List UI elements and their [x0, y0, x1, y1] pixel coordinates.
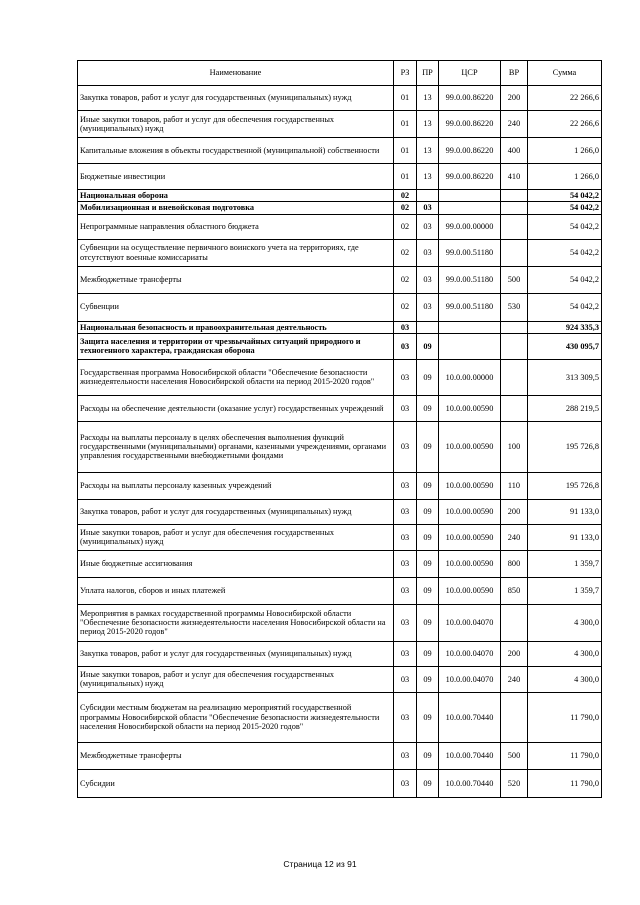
row-name: Иные закупки товаров, работ и услуг для обеспечения государственных (муниципальных) нужд — [78, 524, 394, 550]
row-csr: 99.0.00.00000 — [439, 214, 501, 239]
row-vr: 240 — [501, 111, 528, 138]
row-name: Иные закупки товаров, работ и услуг для обеспечения государственных (муниципальных) нужд — [78, 666, 394, 692]
table-row — [78, 266, 602, 293]
section-row — [78, 333, 602, 359]
row-name: Закупка товаров, работ и услуг для государственных (муниципальных) нужд — [78, 641, 394, 666]
row-vr — [501, 692, 528, 742]
row-sum: 54 042,2 — [528, 239, 602, 266]
row-csr: 10.0.00.00590 — [439, 524, 501, 550]
row-csr: 10.0.00.00590 — [439, 577, 501, 604]
row-csr: 10.0.00.04070 — [439, 666, 501, 692]
row-pr: 09 — [417, 395, 439, 421]
row-vr: 240 — [501, 524, 528, 550]
table-row — [78, 239, 602, 266]
row-name: Иные закупки товаров, работ и услуг для обеспечения государственных (муниципальных) нужд — [78, 111, 394, 138]
header-pr: ПР — [417, 61, 439, 86]
row-rz: 03 — [394, 666, 417, 692]
table-row — [78, 472, 602, 499]
row-vr: 200 — [501, 499, 528, 524]
table-row — [78, 769, 602, 797]
row-csr: 99.0.00.86220 — [439, 111, 501, 138]
row-csr: 99.0.00.51180 — [439, 239, 501, 266]
table-row — [78, 692, 602, 742]
row-rz: 03 — [394, 604, 417, 641]
row-vr — [501, 321, 528, 333]
row-csr: 99.0.00.86220 — [439, 164, 501, 190]
row-vr: 400 — [501, 138, 528, 164]
table-row — [78, 214, 602, 239]
row-rz: 01 — [394, 164, 417, 190]
row-name: Субсидии местным бюджетам на реализацию мероприятий государственной программы Новосибирской области "Обеспечение безопасности жизнедеятельности населения Новосибирской области на период 2015-2020 годов" — [78, 692, 394, 742]
row-rz: 01 — [394, 111, 417, 138]
row-name: Субсидии — [78, 769, 394, 797]
row-name: Расходы на выплаты персоналу казенных учреждений — [78, 472, 394, 499]
row-sum: 91 133,0 — [528, 499, 602, 524]
row-name: Национальная оборона — [78, 190, 394, 202]
row-rz: 03 — [394, 742, 417, 769]
row-name: Бюджетные инвестиции — [78, 164, 394, 190]
header-rz: РЗ — [394, 61, 417, 86]
row-rz: 03 — [394, 550, 417, 577]
row-vr — [501, 190, 528, 202]
row-sum: 430 095,7 — [528, 333, 602, 359]
row-rz: 02 — [394, 202, 417, 214]
row-rz: 03 — [394, 524, 417, 550]
table-row — [78, 138, 602, 164]
row-sum: 11 790,0 — [528, 769, 602, 797]
row-csr — [439, 321, 501, 333]
row-csr: 99.0.00.51180 — [439, 293, 501, 321]
table-header-row — [78, 61, 602, 86]
row-sum: 54 042,2 — [528, 266, 602, 293]
row-vr: 100 — [501, 421, 528, 472]
row-vr — [501, 395, 528, 421]
row-pr: 09 — [417, 692, 439, 742]
row-pr: 09 — [417, 769, 439, 797]
row-pr: 09 — [417, 333, 439, 359]
row-sum: 288 219,5 — [528, 395, 602, 421]
row-vr — [501, 214, 528, 239]
table-row — [78, 86, 602, 111]
row-sum: 195 726,8 — [528, 472, 602, 499]
row-rz: 03 — [394, 421, 417, 472]
row-rz: 03 — [394, 333, 417, 359]
row-name: Закупка товаров, работ и услуг для государственных (муниципальных) нужд — [78, 86, 394, 111]
row-vr — [501, 604, 528, 641]
row-rz: 01 — [394, 86, 417, 111]
row-name: Государственная программа Новосибирской области "Обеспечение безопасности жизнедеятельности населения Новосибирской области на период 2015-2020 годов" — [78, 359, 394, 395]
row-csr: 10.0.00.04070 — [439, 641, 501, 666]
row-rz: 02 — [394, 190, 417, 202]
row-vr — [501, 333, 528, 359]
row-vr: 520 — [501, 769, 528, 797]
table-row — [78, 111, 602, 138]
row-vr — [501, 239, 528, 266]
row-vr — [501, 359, 528, 395]
row-name: Межбюджетные трансферты — [78, 266, 394, 293]
row-name: Мобилизационная и вневойсковая подготовка — [78, 202, 394, 214]
row-sum: 1 266,0 — [528, 138, 602, 164]
row-csr: 10.0.00.00590 — [439, 421, 501, 472]
row-sum: 54 042,2 — [528, 293, 602, 321]
table-row — [78, 641, 602, 666]
row-vr: 530 — [501, 293, 528, 321]
row-csr: 99.0.00.86220 — [439, 86, 501, 111]
row-name: Субвенции — [78, 293, 394, 321]
row-sum: 54 042,2 — [528, 190, 602, 202]
table-row — [78, 742, 602, 769]
row-pr: 03 — [417, 266, 439, 293]
row-name: Непрограммные направления областного бюджета — [78, 214, 394, 239]
table-row — [78, 577, 602, 604]
row-vr: 200 — [501, 641, 528, 666]
row-sum: 1 359,7 — [528, 577, 602, 604]
row-name: Национальная безопасность и правоохранительная деятельность — [78, 321, 394, 333]
row-csr: 99.0.00.51180 — [439, 266, 501, 293]
row-sum: 91 133,0 — [528, 524, 602, 550]
row-sum: 924 335,3 — [528, 321, 602, 333]
row-pr: 09 — [417, 550, 439, 577]
table-row — [78, 164, 602, 190]
row-vr: 850 — [501, 577, 528, 604]
row-name: Субвенции на осуществление первичного воинского учета на территориях, где отсутствуют военные комиссариаты — [78, 239, 394, 266]
row-csr: 10.0.00.00590 — [439, 472, 501, 499]
row-name: Межбюджетные трансферты — [78, 742, 394, 769]
row-rz: 03 — [394, 395, 417, 421]
row-rz: 02 — [394, 266, 417, 293]
row-vr: 500 — [501, 266, 528, 293]
section-row — [78, 321, 602, 333]
row-csr: 99.0.00.86220 — [439, 138, 501, 164]
row-pr — [417, 190, 439, 202]
table-row — [78, 550, 602, 577]
row-sum: 54 042,2 — [528, 202, 602, 214]
row-csr: 10.0.00.00590 — [439, 550, 501, 577]
row-sum: 1 266,0 — [528, 164, 602, 190]
row-csr: 10.0.00.70440 — [439, 742, 501, 769]
row-pr: 09 — [417, 421, 439, 472]
page-number: Страница 12 из 91 — [283, 859, 357, 869]
row-pr: 09 — [417, 742, 439, 769]
row-pr: 13 — [417, 164, 439, 190]
row-rz: 03 — [394, 499, 417, 524]
row-csr: 10.0.00.00590 — [439, 499, 501, 524]
table-row — [78, 293, 602, 321]
row-vr: 500 — [501, 742, 528, 769]
row-pr: 03 — [417, 214, 439, 239]
table-row — [78, 666, 602, 692]
row-name: Иные бюджетные ассигнования — [78, 550, 394, 577]
row-sum: 54 042,2 — [528, 214, 602, 239]
row-name: Защита населения и территории от чрезвычайных ситуаций природного и техногенного характера, гражданская оборона — [78, 333, 394, 359]
row-name: Расходы на выплаты персоналу в целях обеспечения выполнения функций государственными (муниципальными) органами, казенными учреждениями, органами управления государственными внебюджетными фондами — [78, 421, 394, 472]
row-name: Закупка товаров, работ и услуг для государственных (муниципальных) нужд — [78, 499, 394, 524]
row-rz: 02 — [394, 239, 417, 266]
row-pr: 13 — [417, 86, 439, 111]
header-name: Наименование — [78, 61, 394, 86]
budget-table — [77, 60, 602, 798]
row-pr: 13 — [417, 111, 439, 138]
row-pr: 09 — [417, 524, 439, 550]
row-sum: 4 300,0 — [528, 641, 602, 666]
row-vr — [501, 202, 528, 214]
row-rz: 01 — [394, 138, 417, 164]
table-row — [78, 395, 602, 421]
row-rz: 03 — [394, 472, 417, 499]
row-vr: 410 — [501, 164, 528, 190]
row-sum: 4 300,0 — [528, 604, 602, 641]
row-name: Капитальные вложения в объекты государственной (муниципальной) собственности — [78, 138, 394, 164]
section-row — [78, 202, 602, 214]
row-pr: 03 — [417, 293, 439, 321]
table-row — [78, 499, 602, 524]
row-rz: 03 — [394, 577, 417, 604]
row-rz: 02 — [394, 293, 417, 321]
header-vr: ВР — [501, 61, 528, 86]
row-sum: 195 726,8 — [528, 421, 602, 472]
row-vr: 240 — [501, 666, 528, 692]
row-vr: 800 — [501, 550, 528, 577]
row-name: Мероприятия в рамках государственной программы Новосибирской области "Обеспечение безопасности жизнедеятельности населения Новосибирской области на период 2015-2020 годов" — [78, 604, 394, 641]
row-rz: 03 — [394, 769, 417, 797]
row-sum: 22 266,6 — [528, 111, 602, 138]
table-row — [78, 359, 602, 395]
row-rz: 03 — [394, 359, 417, 395]
row-pr: 09 — [417, 641, 439, 666]
row-name: Уплата налогов, сборов и иных платежей — [78, 577, 394, 604]
header-sum: Сумма — [528, 61, 602, 86]
row-rz: 02 — [394, 214, 417, 239]
row-csr: 10.0.00.04070 — [439, 604, 501, 641]
row-csr: 10.0.00.00000 — [439, 359, 501, 395]
row-sum: 11 790,0 — [528, 742, 602, 769]
row-rz: 03 — [394, 321, 417, 333]
row-pr: 09 — [417, 499, 439, 524]
row-sum: 22 266,6 — [528, 86, 602, 111]
table-row — [78, 421, 602, 472]
row-sum: 4 300,0 — [528, 666, 602, 692]
row-csr — [439, 190, 501, 202]
row-csr — [439, 333, 501, 359]
row-csr: 10.0.00.70440 — [439, 769, 501, 797]
row-vr: 110 — [501, 472, 528, 499]
row-rz: 03 — [394, 641, 417, 666]
table-row — [78, 604, 602, 641]
row-pr: 13 — [417, 138, 439, 164]
row-rz: 03 — [394, 692, 417, 742]
row-csr: 10.0.00.00590 — [439, 395, 501, 421]
row-pr — [417, 321, 439, 333]
row-pr: 09 — [417, 577, 439, 604]
row-sum: 1 359,7 — [528, 550, 602, 577]
row-sum: 313 309,5 — [528, 359, 602, 395]
header-csr: ЦСР — [439, 61, 501, 86]
row-pr: 09 — [417, 604, 439, 641]
table-row — [78, 524, 602, 550]
row-vr: 200 — [501, 86, 528, 111]
section-row — [78, 190, 602, 202]
row-pr: 09 — [417, 666, 439, 692]
row-sum: 11 790,0 — [528, 692, 602, 742]
row-pr: 03 — [417, 202, 439, 214]
row-pr: 03 — [417, 239, 439, 266]
row-csr: 10.0.00.70440 — [439, 692, 501, 742]
row-csr — [439, 202, 501, 214]
row-name: Расходы на обеспечение деятельности (оказание услуг) государственных учреждений — [78, 395, 394, 421]
row-pr: 09 — [417, 359, 439, 395]
row-pr: 09 — [417, 472, 439, 499]
